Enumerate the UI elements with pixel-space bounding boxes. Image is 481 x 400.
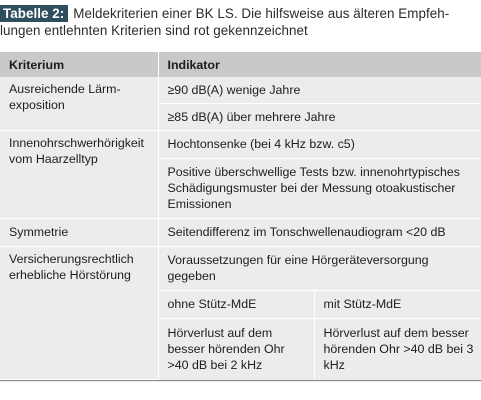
table-background xyxy=(0,52,481,382)
criterion-text: Ausreichende Lärm-exposition xyxy=(9,82,121,112)
table-row xyxy=(0,219,481,247)
bottom-divider xyxy=(0,380,481,381)
indicator-cell: Voraussetzungen für eine Hörgeräteversorgung gegeben xyxy=(158,247,481,291)
column-header-indicator: Indikator xyxy=(158,52,481,77)
table-row xyxy=(0,247,481,291)
sub-value-without-mde: Hörverlust auf dem besser hörenden Ohr >40 dB bei 2 kHz xyxy=(158,319,314,380)
sub-header-without-mde: ohne Stütz-MdE xyxy=(158,291,314,319)
caption-label: Tabelle 2: xyxy=(0,5,68,22)
table-header-row xyxy=(0,52,481,77)
criterion-cell xyxy=(0,77,158,131)
indicator-cell: Seitendifferenz im Tonschwellenaudiogram <20 dB xyxy=(158,219,481,247)
table-row xyxy=(0,77,481,104)
indicator-cell: Hochtonsenke (bei 4 kHz bzw. c5) xyxy=(158,131,481,159)
criterion-cell: Versicherungsrechtlich erhebliche Hörstörung xyxy=(0,247,158,380)
caption-text-line-1: Meldekriterien einer BK LS. Die hilfsweise aus älteren Empfeh- xyxy=(73,6,450,21)
caption-text-line-2: lungen entlehnten Kriterien sind rot gekennzeichnet xyxy=(0,23,308,38)
indicator-cell: ≥90 dB(A) wenige Jahre xyxy=(158,77,481,104)
table-caption xyxy=(0,5,481,39)
criteria-table xyxy=(0,52,481,380)
indicator-cell: ≥85 dB(A) über mehrere Jahre xyxy=(158,104,481,131)
criterion-cell: Symmetrie xyxy=(0,219,158,247)
indicator-cell: Positive überschwellige Tests bzw. innenohrtypisches Schädigungsmuster bei der Messung otoakustischer Emissionen xyxy=(158,159,481,219)
table-row xyxy=(0,131,481,159)
sub-header-with-mde: mit Stütz-MdE xyxy=(314,291,481,319)
criterion-cell: Innenohrschwerhörigkeit vom Haarzelltyp xyxy=(0,131,158,219)
column-header-criterion: Kriterium xyxy=(0,52,158,77)
sub-value-with-mde: Hörverlust auf dem besser hörenden Ohr >40 dB bei 3 kHz xyxy=(323,326,474,372)
